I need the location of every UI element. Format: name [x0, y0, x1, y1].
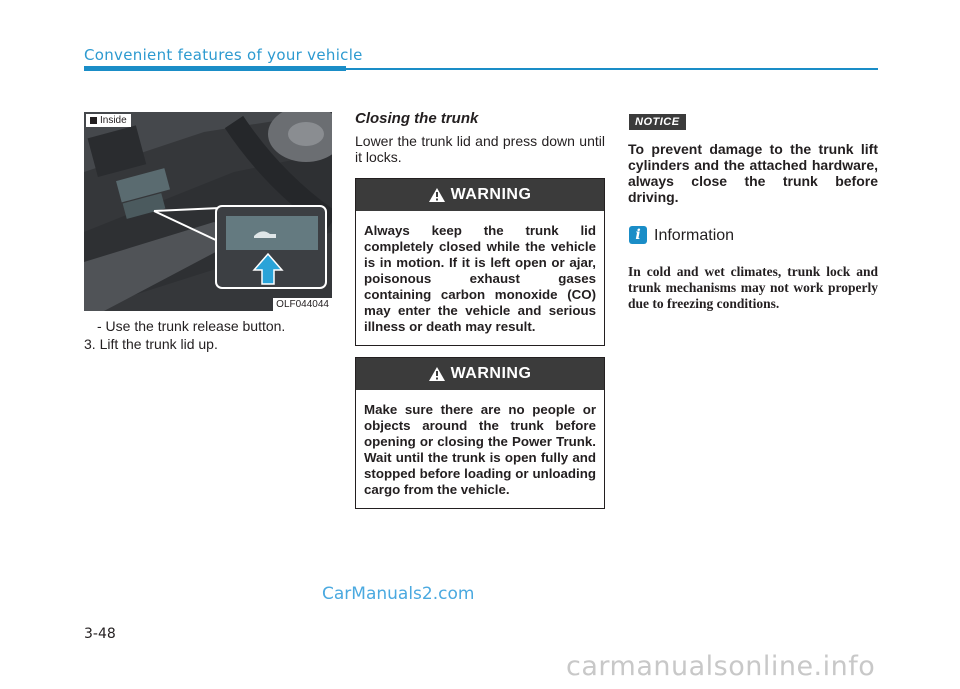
warning-box-1 — [355, 178, 605, 346]
warning-header — [356, 179, 604, 211]
notice-tag: NOTICE — [629, 114, 686, 130]
warning-triangle-icon — [429, 188, 445, 202]
warning-box-2 — [355, 357, 605, 509]
warning-triangle-icon — [429, 367, 445, 381]
warning-label: WARNING — [450, 365, 532, 382]
figure-label — [86, 114, 131, 127]
closing-trunk-text: Lower the trunk lid and press down until it locks. — [355, 133, 605, 165]
dashboard-illustration — [84, 112, 332, 311]
bullet-square-icon — [90, 117, 97, 124]
watermark-footer: carmanualsonline.info — [566, 651, 876, 682]
page-number: 3-48 — [84, 626, 116, 642]
title-rule — [84, 66, 346, 71]
watermark-link[interactable]: CarManuals2.com — [322, 584, 475, 604]
closing-trunk-heading: Closing the trunk — [355, 110, 479, 127]
warning-label: WARNING — [450, 186, 532, 203]
figure-label-text: Inside — [100, 115, 127, 126]
information-text: In cold and wet climates, trunk lock and trunk mechanisms may not work properly due to freezing conditions. — [628, 264, 878, 311]
information-icon: i — [629, 226, 647, 244]
trunk-release-photo — [84, 112, 332, 311]
sub-step-text: - Use the trunk release button. — [97, 318, 286, 334]
notice-text: To prevent damage to the trunk lift cylinders and the attached hardware, always close the trunk before driving. — [628, 141, 878, 205]
figure-code: OLF044044 — [273, 298, 332, 311]
warning-text: Make sure there are no people or objects around the trunk before opening or closing the Power Trunk. Wait until the trunk is open fully and stopped before loading or unloading cargo from the vehicle. — [364, 402, 596, 497]
title-rule-line — [346, 68, 878, 70]
information-title: Information — [654, 227, 735, 244]
warning-header — [356, 358, 604, 390]
section-title: Convenient features of your vehicle — [84, 46, 363, 64]
step-3-text: 3. Lift the trunk lid up. — [84, 336, 218, 352]
warning-text: Always keep the trunk lid completely closed while the vehicle is in motion. If it is left open or ajar, poisonous exhaust gases containing carbon monoxide (CO) may enter the vehicle and serious illness or death may result. — [364, 223, 596, 334]
